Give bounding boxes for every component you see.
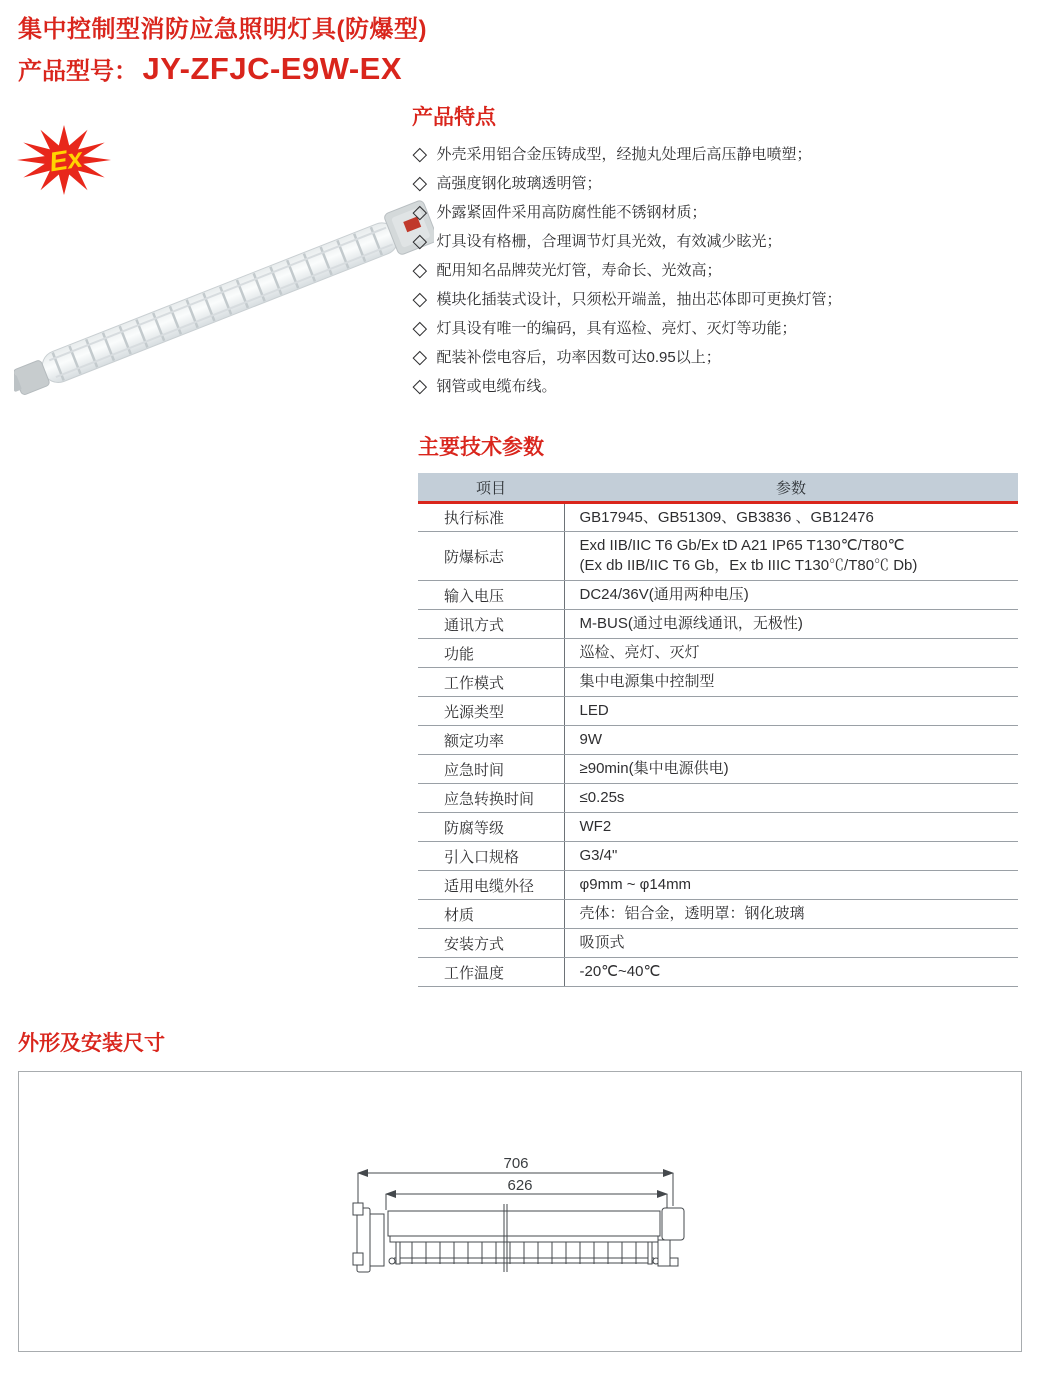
spec-item: 工作模式 [418,668,564,697]
ex-certification-badge [14,120,120,204]
spec-value: 吸顶式 [564,929,1018,958]
lamp-tube-image [14,199,434,405]
feature-item [412,259,1037,282]
spec-value: -20℃~40℃ [564,958,1018,987]
spec-row [418,503,1018,532]
spec-row [418,784,1018,813]
spec-row [418,871,1018,900]
spec-value: 巡检、亮灯、灭灯 [564,639,1018,668]
feature-item [412,375,1037,398]
spec-row [418,900,1018,929]
feature-item [412,201,1037,224]
spec-row [418,610,1018,639]
spec-value: Exd IIB/IIC T6 Gb/Ex tD A21 IP65 T130℃/T80℃ (Ex db IIB/IIC T6 Gb，Ex tb IIIC T130℃/T80℃ Db) [564,532,1018,581]
spec-item: 应急转换时间 [418,784,564,813]
spec-value: DC24/36V(通用两种电压) [564,581,1018,610]
feature-item [412,172,1037,195]
spec-value: φ9mm ~ φ14mm [564,871,1018,900]
diamond-bullet-icon: ◇ [412,143,427,166]
feature-list [412,143,1037,398]
lamp-side-view [353,1203,684,1272]
spec-value: 壳体：铝合金，透明罩：钢化玻璃 [564,900,1018,929]
features-heading: 产品特点 [412,106,496,129]
spec-header-row [418,473,1018,503]
product-photo [14,198,434,413]
feature-item [412,317,1037,340]
dimensions-heading: 外形及安装尺寸 [18,1032,165,1055]
feature-text: 外露紧固件采用高防腐性能不锈钢材质； [436,204,707,221]
spec-value: ≤0.25s [564,784,1018,813]
spec-item: 引入口规格 [418,842,564,871]
spec-row [418,581,1018,610]
spec-item: 材质 [418,900,564,929]
specs-section [418,436,1020,987]
feature-text: 配用知名品牌荧光灯管，寿命长、光效高； [436,262,722,279]
features-section [412,106,1037,407]
spec-item: 通讯方式 [418,610,564,639]
model-line [18,51,427,87]
lamp-grille [398,1242,650,1264]
feature-item [412,346,1037,369]
dim-mounting-label: 626 [507,1177,533,1194]
model-label: 产品型号： [18,58,138,85]
spec-item: 应急时间 [418,755,564,784]
spec-row [418,639,1018,668]
spec-value: 9W [564,726,1018,755]
feature-text: 高强度钢化玻璃透明管； [436,175,602,192]
spec-row [418,532,1018,581]
spec-value: 集中电源集中控制型 [564,668,1018,697]
feature-item [412,230,1037,253]
diamond-bullet-icon: ◇ [412,259,427,282]
diamond-bullet-icon: ◇ [412,230,427,253]
spec-row [418,668,1018,697]
diamond-bullet-icon: ◇ [412,201,427,224]
ex-badge-text: Ex [47,142,85,178]
spec-item: 额定功率 [418,726,564,755]
specs-heading: 主要技术参数 [418,436,544,459]
spec-item: 光源类型 [418,697,564,726]
feature-text: 配装补偿电容后，功率因数可达0.95以上； [436,349,721,366]
diamond-bullet-icon: ◇ [412,375,427,398]
diamond-bullet-icon: ◇ [412,172,427,195]
spec-row [418,697,1018,726]
spec-item: 功能 [418,639,564,668]
spec-table [418,473,1018,987]
spec-item: 适用电缆外径 [418,871,564,900]
spec-col-value: 参数 [564,473,1018,503]
spec-item: 工作温度 [418,958,564,987]
feature-text: 模块化插装式设计，只须松开端盖，抽出芯体即可更换灯管； [436,291,842,308]
spec-row [418,755,1018,784]
dim-overall-label: 706 [503,1155,529,1172]
spec-value: WF2 [564,813,1018,842]
diamond-bullet-icon: ◇ [412,317,427,340]
spec-value: G3/4" [564,842,1018,871]
spec-row [418,958,1018,987]
diamond-bullet-icon: ◇ [412,288,427,311]
spec-row [418,726,1018,755]
spec-item: 防爆标志 [418,532,564,581]
spec-row [418,842,1018,871]
feature-text: 灯具设有唯一的编码，具有巡检、亮灯、灭灯等功能； [436,320,797,337]
page-title: 集中控制型消防应急照明灯具(防爆型) [18,16,427,43]
spec-table-body [418,503,1018,987]
spec-row [418,813,1018,842]
spec-item: 执行标准 [418,503,564,532]
spec-item: 安装方式 [418,929,564,958]
model-code: JY-ZFJC-E9W-EX [142,51,403,86]
spec-value: M-BUS(通过电源线通讯，无极性) [564,610,1018,639]
feature-text: 外壳采用铝合金压铸成型，经抛丸处理后高压静电喷塑； [436,146,812,163]
spec-row [418,929,1018,958]
spec-value: LED [564,697,1018,726]
feature-text: 钢管或电缆布线。 [436,378,557,395]
feature-text: 灯具设有格栅，合理调节灯具光效，有效减少眩光； [436,233,782,250]
dimension-drawing [340,1148,700,1288]
feature-item [412,143,1037,166]
title-block [18,14,427,87]
feature-item [412,288,1037,311]
spec-col-item: 项目 [418,473,564,503]
spec-value: ≥90min(集中电源供电) [564,755,1018,784]
spec-value: GB17945、GB51309、GB3836 、GB12476 [564,503,1018,532]
spec-item: 防腐等级 [418,813,564,842]
spec-item: 输入电压 [418,581,564,610]
diamond-bullet-icon: ◇ [412,346,427,369]
